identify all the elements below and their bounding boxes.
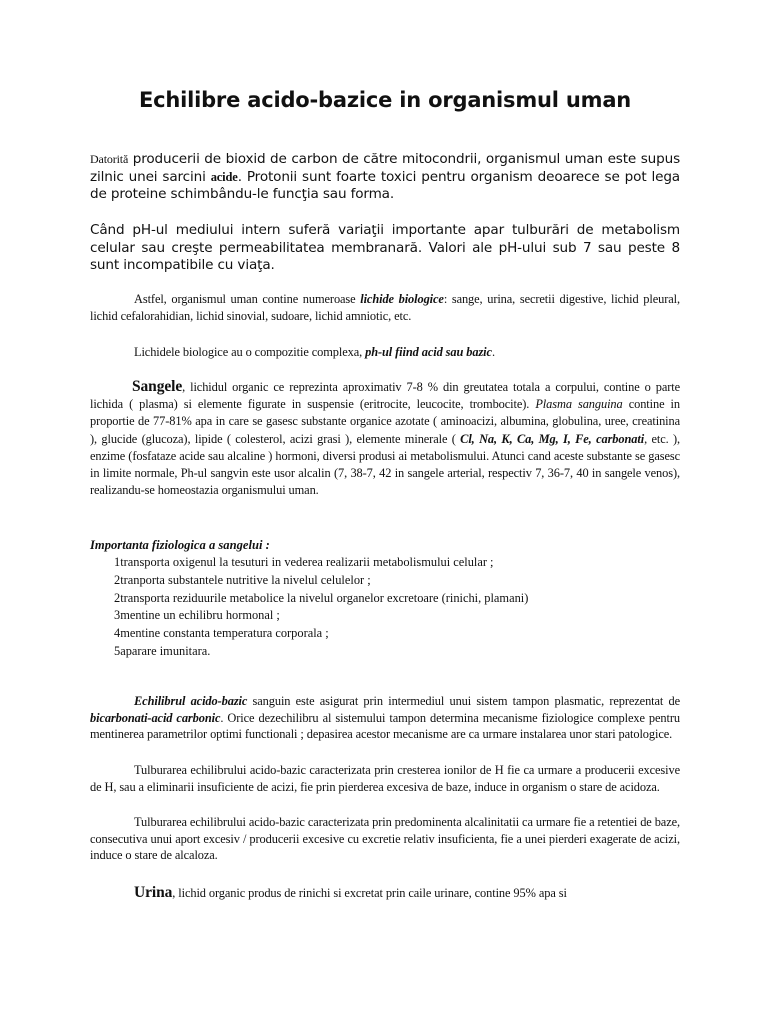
sangele-minerale: Cl, Na, K, Ca, Mg, I, Fe, carbonati	[460, 431, 645, 446]
list-item: 1transporta oxigenul la tesuturi in vederea realizarii metabolismului celular ;	[114, 555, 494, 569]
list-item: 2tranporta substantele nutritive la nivelul celulelor ;	[114, 572, 371, 587]
fizio-heading: Importanta fiziologica a sangelui :	[90, 538, 270, 552]
paragraph-compozitie	[90, 344, 680, 361]
fizio-list	[90, 554, 680, 661]
lichide-text-2: : sange, urina, secretii digestive, lichid pleural, lichid cefalorahidian, lichid sinovial, sudoare, lichid amniotic, etc.	[90, 292, 680, 324]
urina-heading: Urina	[134, 884, 173, 901]
sangele-plasma: Plasma sanguina	[535, 397, 623, 412]
list-item: 5aparare imunitara.	[114, 643, 211, 658]
sangele-text-2: contine in proportie de 77-81% apa in care se gasesc substante organice azotate ( aminoacizi, albumina, globulina, uree, creatinina ), glucide (glucoza), lipide ( colesterol, acizi grasi ), elemente minerale (	[90, 397, 680, 446]
paragraph-urina	[90, 884, 680, 902]
echilibru-text-1: sanguin este asigurat prin intermediul unui sistem tampon plasmatic, reprezentat de	[247, 694, 680, 708]
lichide-text-1: Astfel, organismul uman contine numeroase	[134, 292, 361, 306]
urina-text: , lichid organic produs de rinichi si excretat prin caile urinare, contine 95% apa si	[172, 886, 567, 900]
compozitie-text-1: Lichidele biologice au o compozitie complexa,	[134, 345, 366, 359]
paragraph-intro	[90, 151, 680, 204]
list-item: 4mentine constanta temperatura corporala ;	[114, 626, 329, 641]
intro-text-2: . Protonii sunt foarte toxici pentru organism deoarece se pot lega de proteine schimbându-le funcţia sau forma.	[90, 168, 680, 202]
compozitie-text-2: .	[491, 345, 495, 359]
list-item: 2transporta reziduurile metabolice la nivelul organelor excretoare (rinichi, plamani)	[114, 590, 529, 605]
paragraph-ph: Când pH-ul mediului intern suferă variaţii importante apar tulburări de metabolism celular sau creşte permeabilitatea membranară. Valori ale pH-ului sub 7 sau peste 8 sunt incompatibile cu viaţa.	[90, 222, 680, 273]
alcaloza-text: Tulburarea echilibrului acido-bazic caracterizata prin predominenta alcalinitatii ca urmare fie a retentiei de baze, consecutiva unui aport excesiv / producerii excesive cu excretie relativ insuficienta, fie a unei pierderi exagerate de acizi, induce o stare de alcaloza.	[90, 815, 680, 863]
paragraph-alcaloza	[90, 814, 680, 864]
paragraph-acidoza	[90, 762, 680, 795]
intro-lead: Datorită	[90, 152, 129, 166]
sangele-heading: Sangele	[132, 378, 183, 395]
echilibru-text-2: . Orice dezechilibru al sistemului tampon determina mecanisme fiziologice complexe pentru mentinerea parametrilor optimi functionali ; depasirea acestor mecanisme are ca urmare instalarea unor stari patologice.	[90, 710, 680, 742]
paragraph-echilibru	[90, 693, 680, 743]
acidoza-text: Tulburarea echilibrului acido-bazic caracterizata prin cresterea ionilor de H fie ca urmare a producerii excesive de H, sau a eliminarii insuficiente de acizi, fie prin pierderea excesiva de baze, induce in organism o stare de acidoza.	[90, 763, 680, 794]
echilibru-bold: Echilibrul acido-bazic	[134, 694, 248, 708]
document-title: Echilibre acido-bazice in organismul uman	[138, 88, 632, 112]
sangele-text-3: , etc. ), enzime (fosfataze acide sau alcaline ) hormoni, diversi produsi ai metabolismului. Atunci cand aceste substante se gasesc in limite normale, Ph-ul sangvin este usor alcalin (7, 38-7, 42 in sangele arterial, respectiv 7, 36-7, 40 in sangele venos), realizandu-se homeostazia organismului uman.	[90, 431, 681, 498]
echilibru-bicarbonati: bicarbonati-acid carbonic	[90, 710, 221, 725]
lichide-bold: lichide biologice	[360, 292, 444, 306]
paragraph-lichide	[90, 291, 680, 325]
paragraph-sangele	[90, 378, 680, 499]
intro-acid: acide	[210, 169, 238, 184]
list-item: 3mentine un echilibru hormonal ;	[114, 608, 280, 623]
sangele-text-1: , lichidul organic ce reprezinta aproximativ 7-8 % din greutatea totala a corpului, contine o parte lichida ( plasma) si elemente figurate in suspensie (eritrocite, leucocite, trombocite).	[90, 380, 680, 412]
compozitie-bold: ph-ul fiind acid sau bazic	[365, 345, 492, 359]
intro-text-1: producerii de bioxid de carbon de către mitocondrii, organismul uman este supus zilnic unei sarcini	[90, 151, 680, 185]
